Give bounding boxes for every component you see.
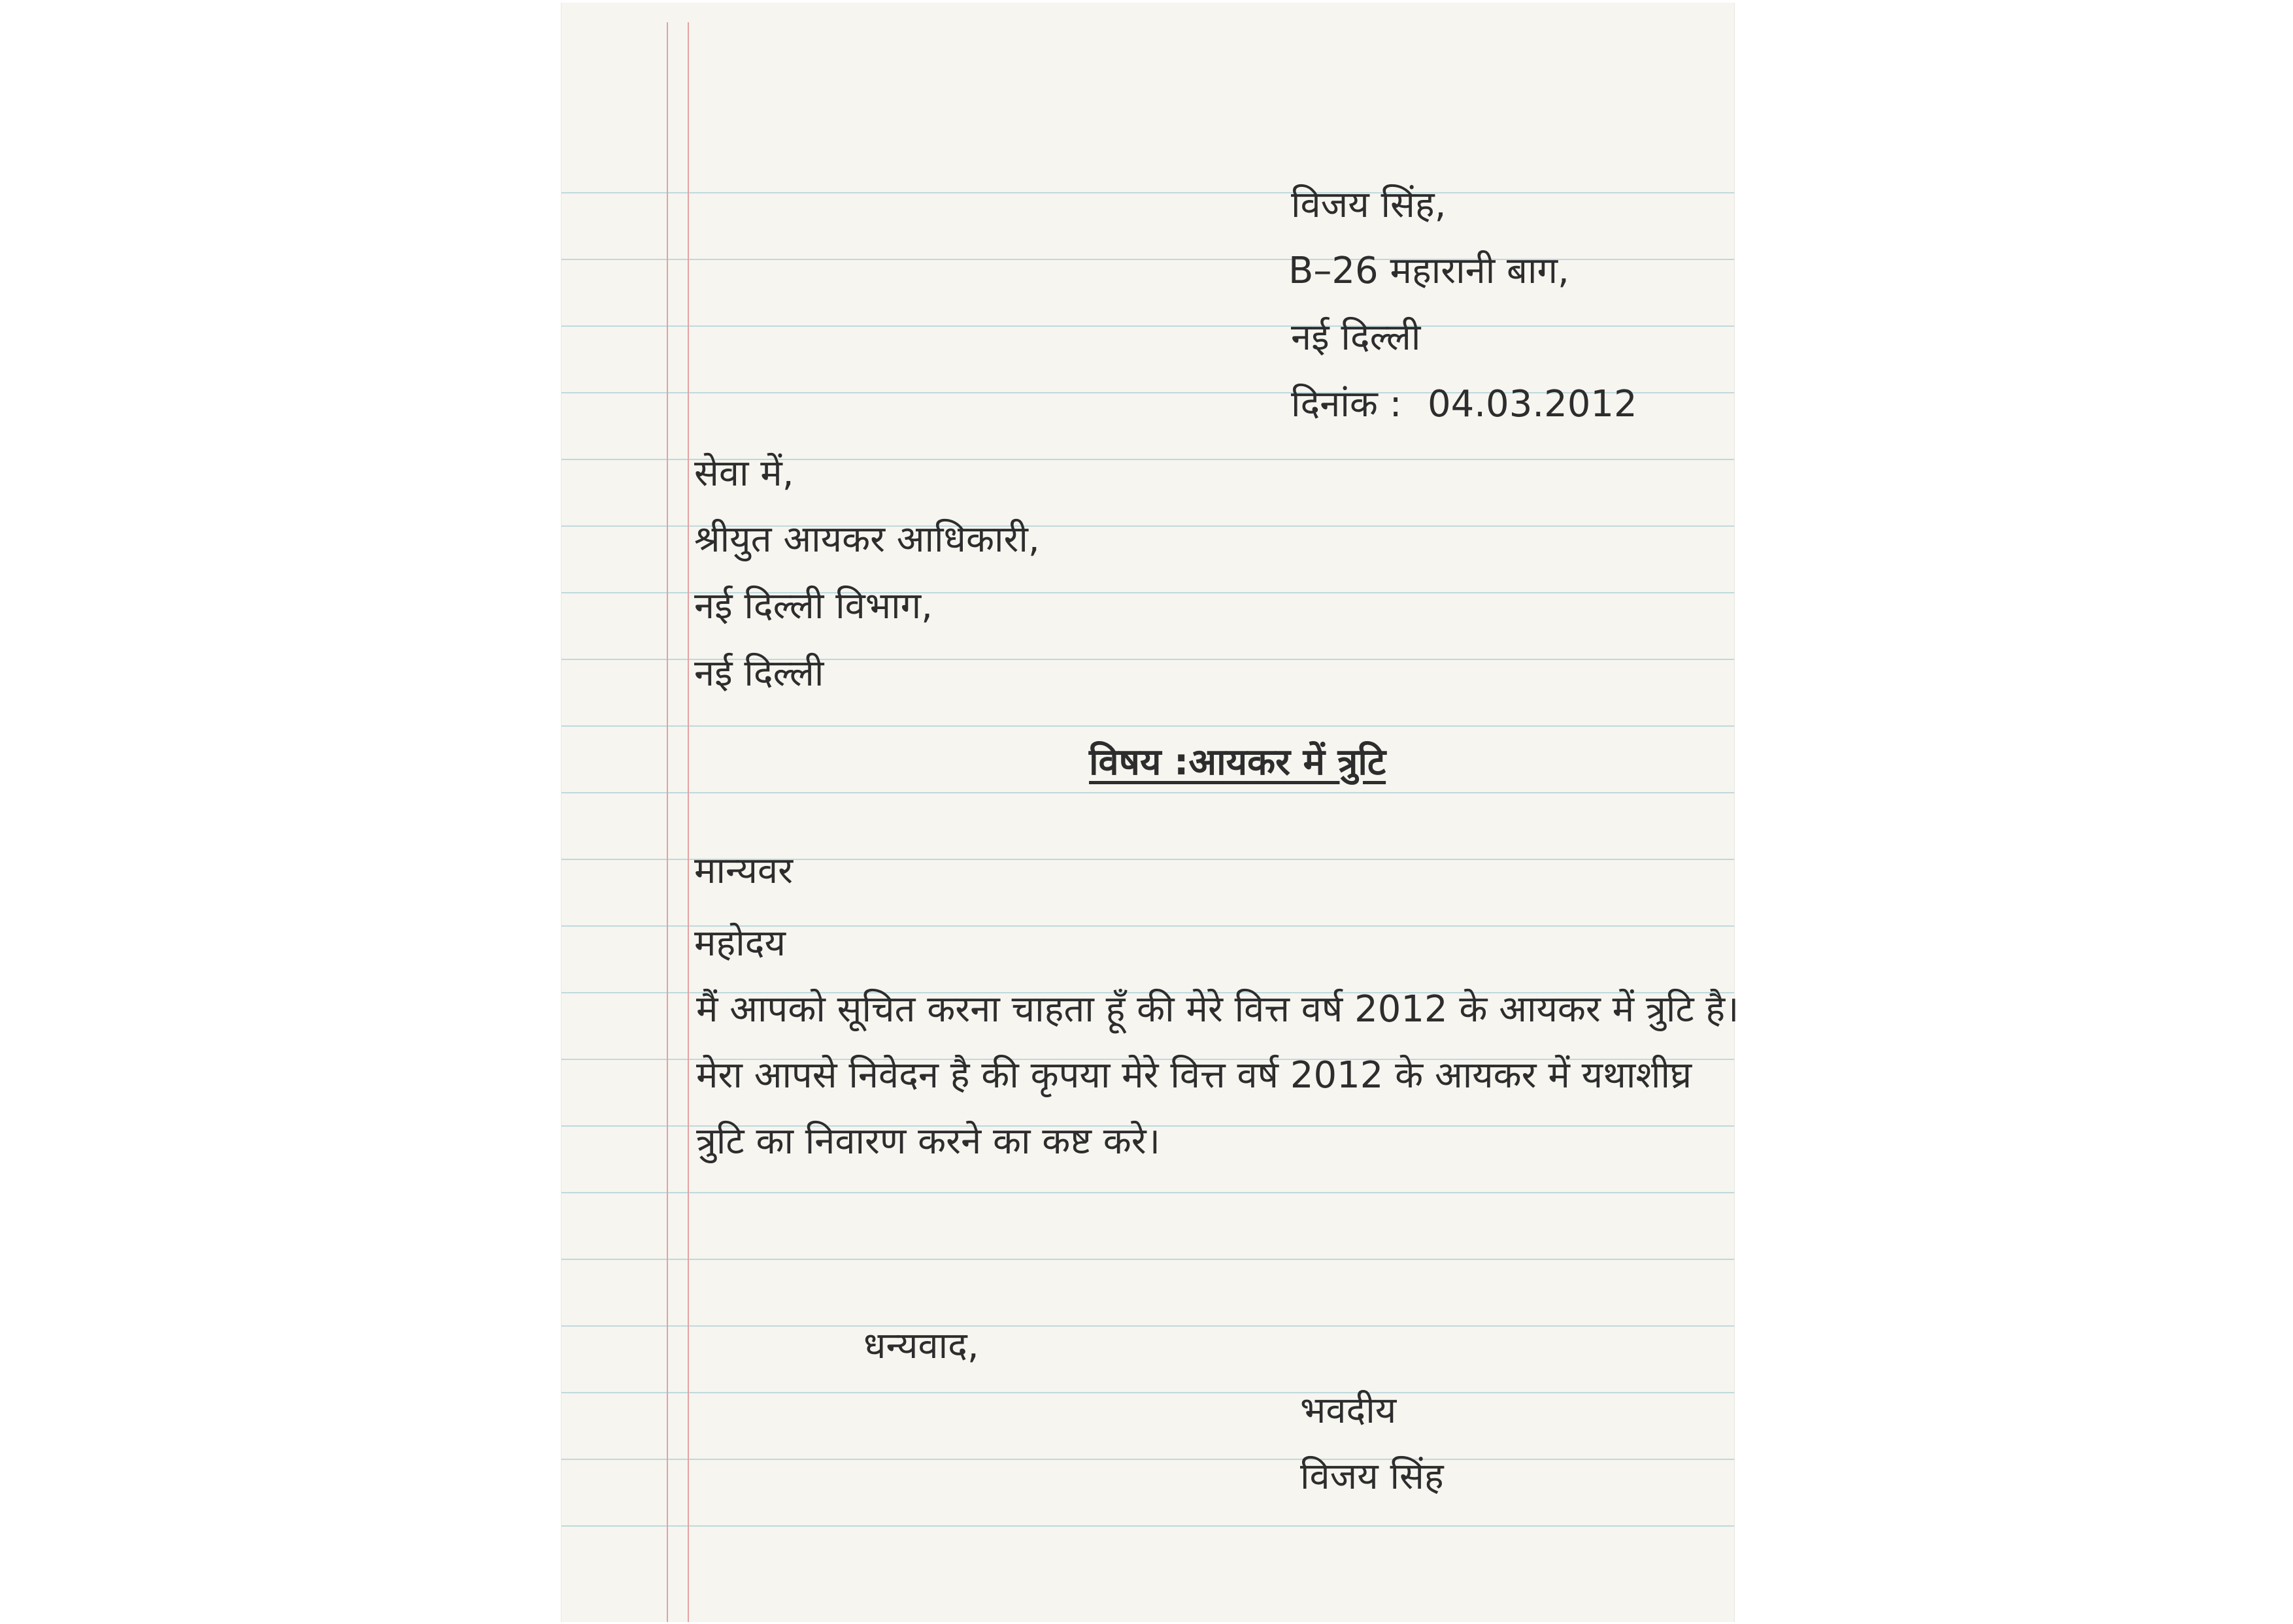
- ruled-line: [561, 1192, 1734, 1193]
- ruled-line: [561, 1325, 1734, 1327]
- body-line-3: त्रुटि का निवारण करने का कष्ट करे।: [696, 1120, 1160, 1163]
- date-label: दिनांक :: [1291, 383, 1402, 425]
- body-line-1: मैं आपको सूचित करना चाहता हूँ की मेरे वित्त वर्ष 2012 के आयकर में त्रुटि है।: [696, 988, 1739, 1031]
- margin-line-inner: [688, 22, 689, 1622]
- greeting-line-1: मान्यवर: [694, 850, 794, 892]
- recipient-city: नई दिल्ली: [694, 652, 824, 695]
- recipient-salutation: सेवा में,: [694, 452, 794, 495]
- recipient-department: नई दिल्ली विभाग,: [694, 585, 933, 627]
- ruled-line: [561, 792, 1734, 793]
- greeting-line-2: महोदय: [694, 922, 786, 965]
- letter-subject: विषय :आयकर में त्रुटि: [1089, 741, 1386, 784]
- signature-name: विजय सिंह: [1300, 1455, 1444, 1498]
- sender-address: B–26 महारानी बाग,: [1288, 250, 1569, 292]
- sender-city: नई दिल्ली: [1291, 316, 1421, 359]
- ruled-line: [561, 725, 1734, 727]
- closing-yours: भवदीय: [1300, 1389, 1397, 1432]
- ruled-line: [561, 1259, 1734, 1260]
- notebook-page: [561, 3, 1739, 1622]
- ruled-line: [561, 1392, 1734, 1393]
- ruled-line: [561, 1459, 1734, 1460]
- sender-name: विजय सिंह,: [1291, 184, 1447, 226]
- ruled-line: [561, 325, 1734, 327]
- recipient-designation: श्रीयुत आयकर आधिकारी,: [694, 518, 1040, 561]
- ruled-line: [561, 192, 1734, 193]
- ruled-line: [561, 1525, 1734, 1527]
- margin-line-outer: [667, 22, 668, 1622]
- date-value: 04.03.2012: [1428, 383, 1637, 425]
- body-line-2: मेरा आपसे निवेदन है की कृपया मेरे वित्त वर्ष 2012 के आयकर में यथाशीघ्र: [696, 1054, 1692, 1097]
- closing-thanks: धन्यवाद,: [863, 1325, 979, 1367]
